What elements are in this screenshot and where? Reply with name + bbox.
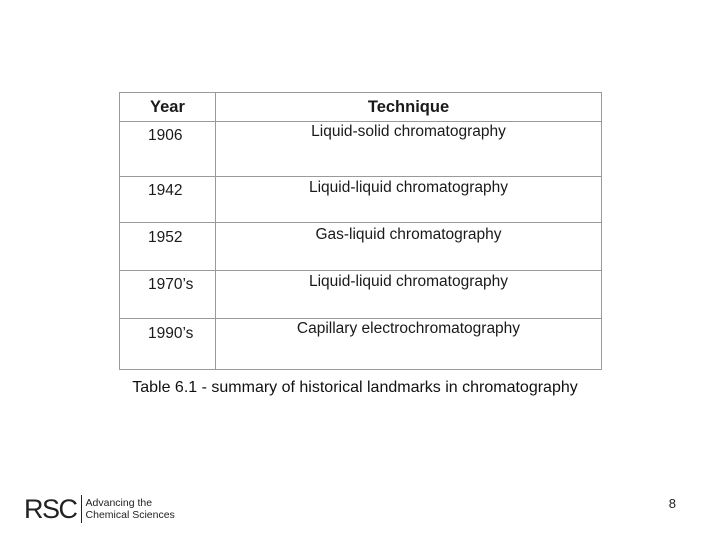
cell-year: 1942 <box>120 177 216 223</box>
table-header-row <box>120 93 602 122</box>
cell-year: 1906 <box>120 122 216 177</box>
table-row <box>120 319 602 370</box>
cell-year: 1990’s <box>120 319 216 370</box>
logo-tagline <box>86 497 175 521</box>
cell-year: 1970’s <box>120 271 216 319</box>
header-year: Year <box>120 93 216 122</box>
table-row <box>120 177 602 223</box>
cell-technique: Capillary electrochromatography <box>216 319 602 370</box>
table-caption: Table 6.1 - summary of historical landmarks in chromatography <box>132 379 578 396</box>
table-row <box>120 122 602 177</box>
landmarks-table <box>119 92 601 342</box>
cell-technique: Liquid-liquid chromatography <box>216 271 602 319</box>
cell-technique: Liquid-solid chromatography <box>216 122 602 177</box>
logo-divider <box>81 495 82 523</box>
logo-tagline-line1: Advancing the <box>85 497 153 509</box>
cell-technique: Gas-liquid chromatography <box>216 223 602 271</box>
table <box>119 92 602 370</box>
header-technique: Technique <box>216 93 602 122</box>
rsc-logo <box>24 493 175 525</box>
cell-technique: Liquid-liquid chromatography <box>216 177 602 223</box>
logo-tagline-line2: Chemical Sciences <box>85 509 175 521</box>
page-number: 8 <box>668 496 676 511</box>
table-row <box>120 271 602 319</box>
table-row <box>120 223 602 271</box>
logo-mark: RSC <box>24 493 77 524</box>
cell-year: 1952 <box>120 223 216 271</box>
